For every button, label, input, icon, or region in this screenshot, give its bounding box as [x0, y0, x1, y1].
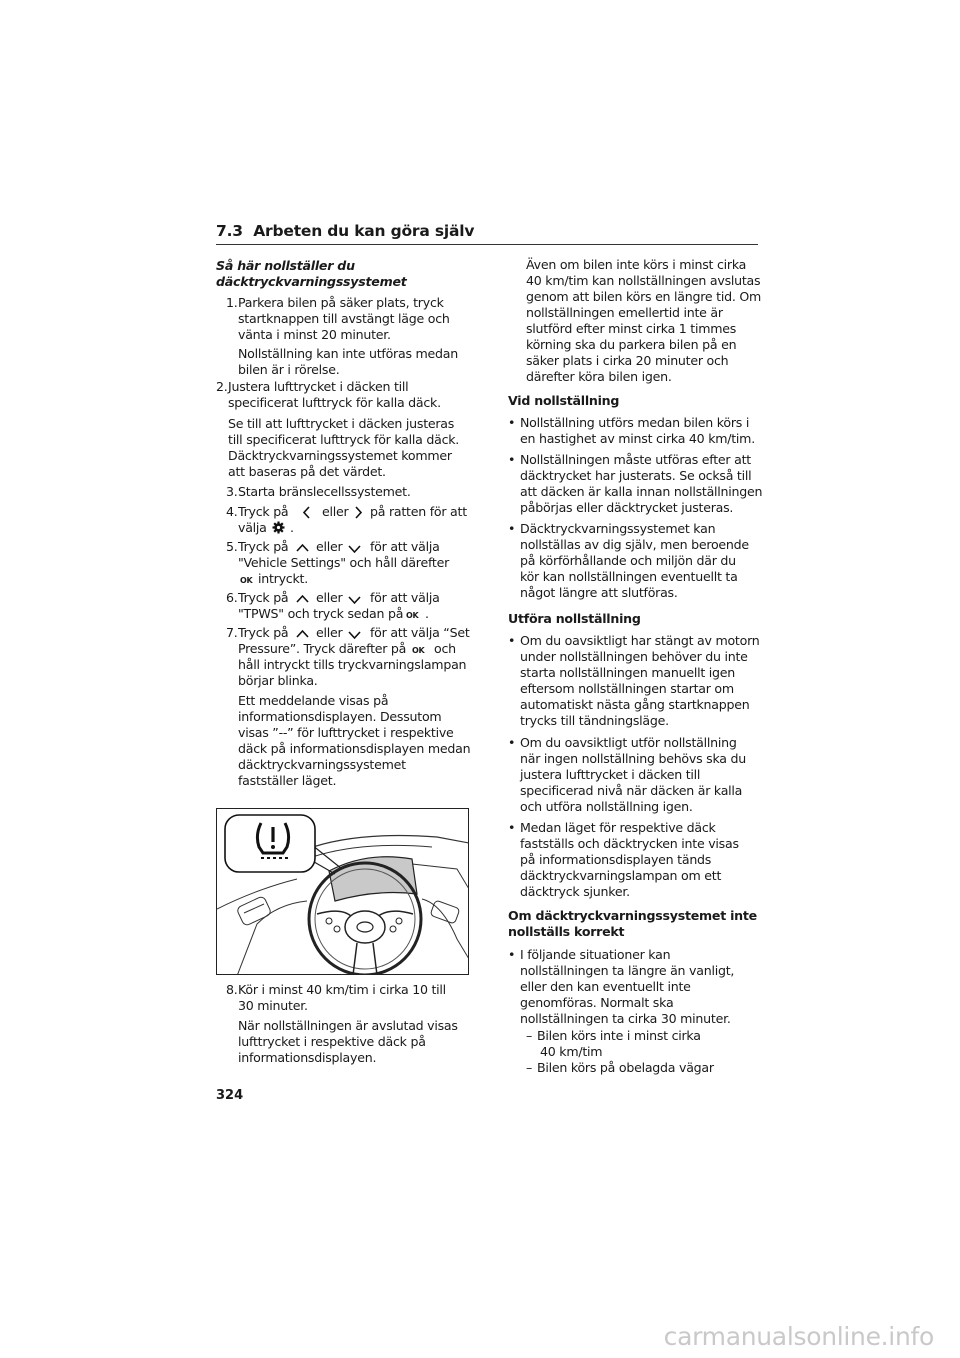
bullet-text: Om du oavsiktligt utför nollställning — [520, 735, 737, 750]
step-7-continuation — [526, 257, 766, 387]
bullet-item — [508, 820, 768, 904]
step-text: 30 minuter. — [238, 998, 308, 1013]
step-note: visas ”--” för lufttrycket i respektive — [238, 725, 454, 740]
step-2 — [206, 379, 486, 489]
step-note: däck på informationsdisplayen medan — [238, 741, 471, 756]
chevron-left-icon — [302, 506, 312, 523]
step-6 — [216, 590, 486, 626]
heading-vid-nollstallning: Vid nollställning — [508, 393, 620, 408]
bullet-text: däcktrycket har justerats. Se också till — [520, 468, 752, 483]
bullet-item — [508, 633, 768, 733]
step-note: Ett meddelande visas på — [238, 693, 389, 708]
bullet-mark: • — [508, 521, 516, 536]
bullet-text: när ingen nollställning behövs ska du — [520, 751, 746, 766]
bullet-text: nollställas av dig själv, men beroende — [520, 537, 749, 552]
step-5 — [216, 539, 486, 591]
step-4 — [216, 504, 486, 540]
bullet-item — [508, 521, 768, 605]
step-number: 8. — [226, 982, 238, 997]
section-title: Arbeten du kan göra själv — [253, 222, 475, 240]
bullet-text: under nollställningen behöver du inte — [520, 649, 748, 664]
bullet-mark: • — [508, 820, 516, 835]
step-number: 1. — [226, 295, 238, 310]
step-text: specificerat lufttryck för kalla däck. — [228, 395, 441, 410]
step-number: 4. — [226, 504, 238, 519]
step-text: på ratten för att — [370, 504, 467, 519]
step-text: Tryck på — [238, 625, 289, 640]
bullet-text: justera lufttrycket i däcken till — [520, 767, 701, 782]
step-text: "Vehicle Settings" och håll därefter — [238, 555, 450, 570]
bullet-text: Nollställning utförs medan bilen körs i — [520, 415, 750, 430]
dash-mark: – — [526, 1060, 533, 1075]
bullet-text: eftersom nollställningen startar om — [520, 681, 734, 696]
bullet-text: Medan läget för respektive däck — [520, 820, 716, 835]
step-note: att baseras på det värdet. — [228, 464, 386, 479]
bullet-text: Om du oavsiktligt har stängt av motorn — [520, 633, 760, 648]
section-number: 7.3 — [216, 222, 243, 240]
step-text: Tryck på — [238, 539, 289, 554]
step-note: Däcktryckvarningssystemet kommer — [228, 448, 452, 463]
bullet-text: Nollställningen måste utföras efter att — [520, 452, 751, 467]
step-number: 5. — [226, 539, 238, 554]
step-text: välja — [238, 520, 267, 535]
procedure-heading-line2: däcktryckvarningssystemet — [216, 274, 407, 289]
bullet-mark: • — [508, 452, 516, 467]
paragraph-line: nollställningen emellertid inte är — [526, 305, 723, 320]
ok-icon: OK — [406, 611, 419, 620]
bullet-item — [508, 452, 768, 520]
heading-ej-nollstallt-line1: Om däcktryckvarningssystemet inte — [508, 908, 757, 923]
step-note: till specificerat lufttryck för kalla däck. — [228, 432, 460, 447]
step-note: informationsdisplayen. Dessutom — [238, 709, 442, 724]
bullet-text: genomföras. Normalt ska — [520, 995, 674, 1010]
bullet-text: och utföra nollställning igen. — [520, 799, 693, 814]
paragraph-line: körning ska du parkera bilen på en — [526, 337, 737, 352]
step-note: bilen är i rörelse. — [238, 362, 340, 377]
paragraph-line: 40 km/tim kan nollställningen avslutas — [526, 273, 761, 288]
step-text: Kör i minst 40 km/tim i cirka 10 till — [238, 982, 446, 997]
step-text: . — [425, 606, 429, 621]
watermark: carmanualsonline.info — [663, 1322, 934, 1351]
step-number: 7. — [226, 625, 238, 640]
step-text: börjar blinka. — [238, 673, 318, 688]
chevron-right-icon — [353, 506, 363, 523]
bullet-text: Däcktryckvarningssystemet kan — [520, 521, 716, 536]
step-note: Nollställning kan inte utföras medan — [238, 346, 458, 361]
bullet-mark: • — [508, 415, 516, 430]
sub-bullet-item — [526, 1060, 766, 1078]
paragraph-line: genom att bilen körs en längre tid. Om — [526, 289, 762, 304]
step-text: eller — [316, 539, 343, 554]
bullet-text: på körförhållande och miljön där du — [520, 553, 736, 568]
sub-bullet-text: 40 km/tim — [540, 1044, 603, 1059]
paragraph-line: slutförd efter minst cirka 1 timmes — [526, 321, 737, 336]
page-number: 324 — [216, 1088, 244, 1103]
step-text: håll intryckt tills tryckvarningslampan — [238, 657, 467, 672]
heading-ej-nollstallt-line2: nollställs korrekt — [508, 924, 625, 939]
step-text: för att välja — [370, 539, 440, 554]
bullet-text: specificerad nivå när däcken är kalla — [520, 783, 743, 798]
step-text: Tryck på — [238, 590, 289, 605]
bullet-text: kör kan nollställningen eventuellt ta — [520, 569, 738, 584]
bullet-text: på informationsdisplayen tänds — [520, 852, 712, 867]
step-8 — [216, 982, 486, 1072]
bullet-text: påbörjas eller däcktrycket justeras. — [520, 500, 734, 515]
step-note: fastställer läget. — [238, 773, 337, 788]
step-number: 2. — [216, 379, 228, 394]
gear-icon — [272, 521, 285, 538]
paragraph-line: säker plats i cirka 20 minuter och — [526, 353, 729, 368]
paragraph-line: Även om bilen inte körs i minst cirka — [526, 257, 747, 272]
step-text: för att välja “Set — [370, 625, 470, 640]
step-text: intryckt. — [258, 571, 308, 586]
bullet-text: eller den kan eventuellt inte — [520, 979, 691, 994]
bullet-text: automatiskt nästa gång startknappen — [520, 697, 750, 712]
step-text: "TPWS" och tryck sedan på — [238, 606, 404, 621]
ok-icon: OK — [412, 646, 425, 655]
bullet-text: däcktryckvarningslampan om ett — [520, 868, 722, 883]
step-text: Pressure”. Tryck därefter på — [238, 641, 407, 656]
step-number: 6. — [226, 590, 238, 605]
bullet-text: en hastighet av minst cirka 40 km/tim. — [520, 431, 755, 446]
bullet-text: starta nollställningen manuellt igen — [520, 665, 736, 680]
step-note: När nollställningen är avslutad visas — [238, 1018, 458, 1033]
sub-bullet-item — [526, 1028, 766, 1062]
dashboard-illustration — [216, 808, 469, 975]
step-note: däcktryckvarningssystemet — [238, 757, 406, 772]
step-note: informationsdisplayen. — [238, 1050, 377, 1065]
step-text: eller — [316, 590, 343, 605]
bullet-text: fastställs och däcktrycken inte visas — [520, 836, 739, 851]
bullet-text: något längre att slutföras. — [520, 585, 678, 600]
step-text: Justera lufttrycket i däcken till — [228, 379, 409, 394]
bullet-mark: • — [508, 633, 516, 648]
bullet-text: att däcken är kalla innan nollställningen — [520, 484, 763, 499]
sub-bullet-text: Bilen körs inte i minst cirka — [537, 1028, 701, 1043]
step-text: eller — [322, 504, 349, 519]
sub-bullet-text: Bilen körs på obelagda vägar — [537, 1060, 714, 1075]
step-note: Se till att lufttrycket i däcken justeras — [228, 416, 455, 431]
bullet-text: trycks till tändningsläge. — [520, 713, 669, 728]
bullet-text: däcktryck sjunker. — [520, 884, 630, 899]
step-note: lufttrycket i respektive däck på — [238, 1034, 426, 1049]
bullet-text: I följande situationer kan — [520, 947, 671, 962]
section-header — [216, 222, 758, 240]
step-text: Parkera bilen på säker plats, tryck — [238, 295, 444, 310]
header-divider — [216, 244, 758, 245]
dash-mark: – — [526, 1028, 533, 1043]
ok-icon: OK — [240, 576, 253, 585]
bullet-item — [508, 415, 768, 451]
bullet-text: nollställningen ta längre än vanligt, — [520, 963, 735, 978]
heading-utfora-nollstallning: Utföra nollställning — [508, 611, 641, 626]
bullet-item — [508, 735, 768, 819]
step-text: Tryck på — [238, 504, 289, 519]
step-text: . — [290, 520, 294, 535]
step-3 — [216, 484, 486, 502]
step-text: eller — [316, 625, 343, 640]
bullet-item — [508, 947, 768, 1031]
step-7 — [216, 625, 496, 795]
step-text: Starta bränslecellssystemet. — [238, 484, 411, 499]
step-text: vänta i minst 20 minuter. — [238, 327, 391, 342]
step-text: och — [434, 641, 456, 656]
paragraph-line: därefter köra bilen igen. — [526, 369, 672, 384]
tire-pressure-warning-icon — [253, 817, 293, 865]
procedure-heading-line1: Så här nollställer du — [216, 258, 355, 273]
step-text: för att välja — [370, 590, 440, 605]
bullet-text: nollställningen ta cirka 30 minuter. — [520, 1011, 731, 1026]
step-text: startknappen till avstängt läge och — [238, 311, 450, 326]
step-number: 3. — [226, 484, 238, 499]
bullet-mark: • — [508, 947, 516, 962]
bullet-mark: • — [508, 735, 516, 750]
